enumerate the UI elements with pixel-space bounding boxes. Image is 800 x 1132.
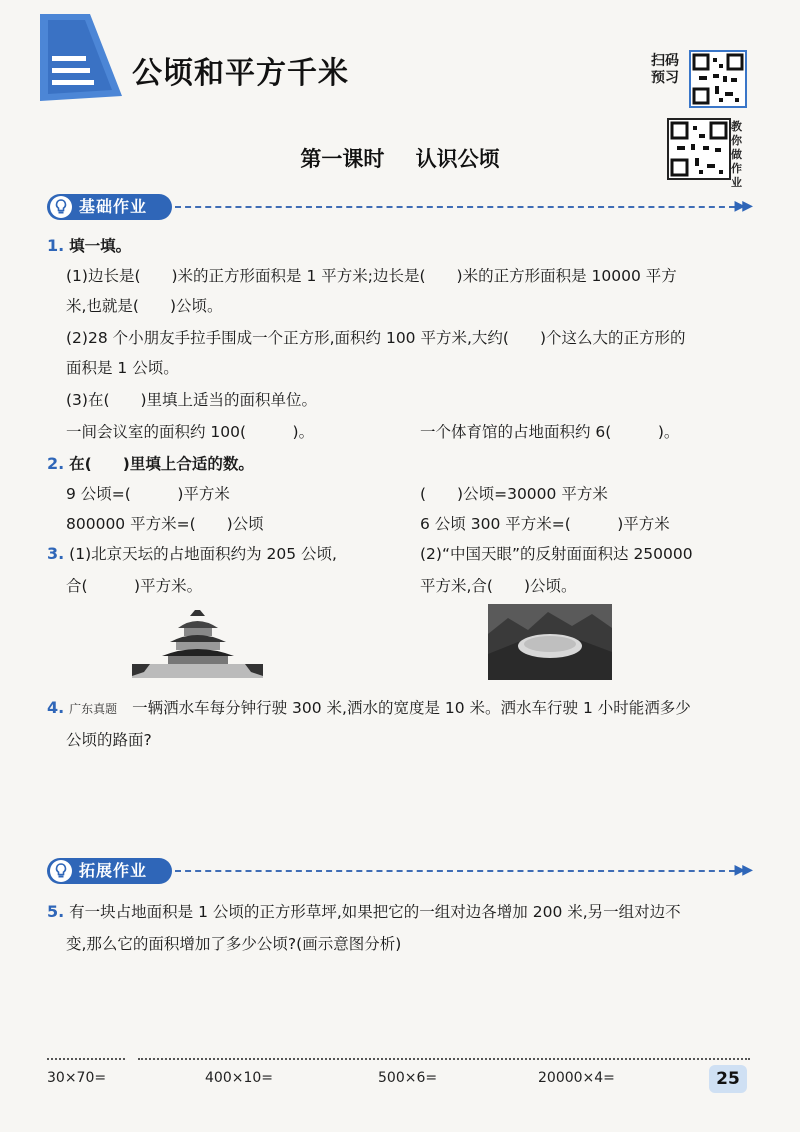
temple-of-heaven-image xyxy=(130,606,265,680)
question-text: 变,那么它的面积增加了多少公顷?(画示意图分析) xyxy=(66,935,402,953)
question-4: 4. 广东真题 一辆洒水车每分钟行驶 300 米,洒水的宽度是 10 米。洒水车行驶 1 小时能洒多少 xyxy=(47,698,691,717)
qr-preview-label: 扫码预习 xyxy=(651,53,679,86)
question-number: 1. xyxy=(47,236,65,255)
question-text: (1)边长是( )米的正方形面积是 1 平方米;边长是( )米的正方形面积是 10000 平方 xyxy=(66,267,677,285)
question-number: 2. xyxy=(47,454,65,473)
section-label: 基础作业 xyxy=(79,197,148,216)
lightbulb-icon xyxy=(50,196,72,218)
question-number: 3. xyxy=(47,544,65,563)
question-text: 合( )平方米。 xyxy=(66,577,203,595)
dashed-divider xyxy=(175,206,735,208)
page-number: 25 xyxy=(709,1065,747,1093)
section-extended-homework xyxy=(47,858,752,884)
question-text: 800000 平方米=( )公顷 xyxy=(66,515,264,533)
footer-dotted-line xyxy=(47,1058,125,1060)
qr-code-icon[interactable] xyxy=(689,50,747,108)
question-text: 平方米,合( )公顷。 xyxy=(420,577,577,595)
question-text: 9 公顷=( )平方米 xyxy=(66,485,230,503)
lightbulb-icon xyxy=(50,860,72,882)
question-number: 5. xyxy=(47,902,65,921)
question-text: (2)“中国天眼”的反射面面积达 250000 xyxy=(420,545,693,563)
section-pill xyxy=(47,194,172,220)
chapter-badge-icon xyxy=(30,6,125,101)
lesson-title xyxy=(0,143,800,173)
double-arrow-icon: ▶▶ xyxy=(734,198,750,214)
question-text: 公顷的路面? xyxy=(66,731,152,749)
question-5: 5. 有一块占地面积是 1 公顷的正方形草坪,如果把它的一组对边各增加 200 米,另一组对边不 xyxy=(47,902,681,921)
question-text: (2)28 个小朋友手拉手围成一个正方形,面积约 100 平方米,大约( )个这么大的正方形的 xyxy=(66,329,686,347)
mental-math-4: 20000×4= xyxy=(538,1070,615,1086)
lesson-topic: 认识公顷 xyxy=(415,147,500,171)
section-basic-homework xyxy=(47,194,752,220)
question-2-title: 2. 在( )里填上合适的数。 xyxy=(47,454,254,473)
chapter-title: 公顷和平方千米 xyxy=(132,56,349,91)
question-text: 面积是 1 公顷。 xyxy=(66,359,179,377)
question-1-title: 1. 填一填。 xyxy=(47,236,132,255)
question-text: 一个体育馆的占地面积约 6( )。 xyxy=(420,423,680,441)
question-number: 4. xyxy=(47,698,65,717)
qr-tutorial-label: 教你做作业 xyxy=(731,120,742,189)
question-text: 米,也就是( )公顷。 xyxy=(66,297,223,315)
mental-math-1: 30×70= xyxy=(47,1070,107,1086)
mental-math-2: 400×10= xyxy=(205,1070,273,1086)
section-label: 拓展作业 xyxy=(79,861,148,880)
question-text: 一间会议室的面积约 100( )。 xyxy=(66,423,315,441)
fast-telescope-image xyxy=(488,604,612,680)
question-text: 6 公顷 300 平方米=( )平方米 xyxy=(420,515,670,533)
lesson-number: 第一课时 xyxy=(300,147,385,171)
question-text: ( )公顷=30000 平方米 xyxy=(420,485,608,503)
double-arrow-icon: ▶▶ xyxy=(734,862,750,878)
footer-dotted-line xyxy=(138,1058,750,1060)
section-pill xyxy=(47,858,172,884)
mental-math-3: 500×6= xyxy=(378,1070,438,1086)
question-text: (3)在( )里填上适当的面积单位。 xyxy=(66,391,318,409)
source-tag: 广东真题 xyxy=(69,702,118,716)
dashed-divider xyxy=(175,870,735,872)
question-3-left: 3. (1)北京天坛的占地面积约为 205 公顷, xyxy=(47,544,337,563)
